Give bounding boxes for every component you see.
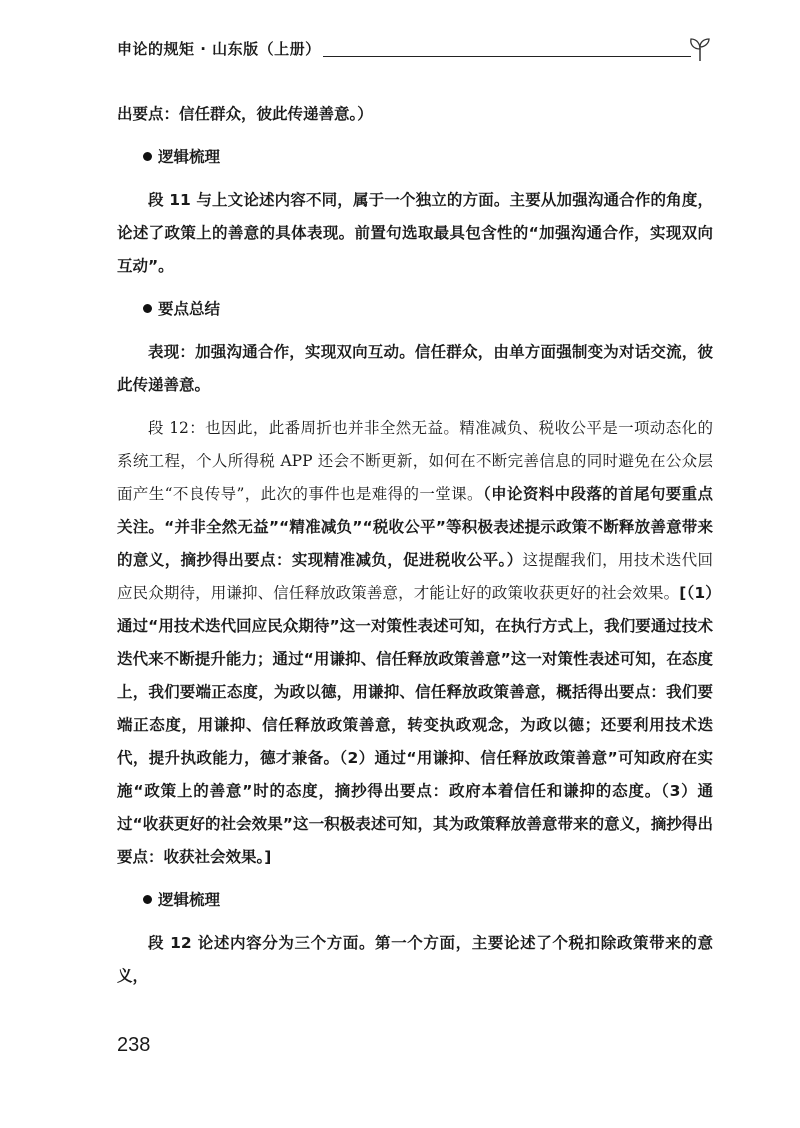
header-rule [323, 56, 691, 57]
bullet-icon [143, 895, 152, 904]
section-heading-logic-2 [117, 884, 713, 917]
heading-text: 逻辑梳理 [158, 891, 221, 909]
source-text: 这提醒我们，用技术迭代回应民众期待，用谦抑、信任释放政策善意，才能让好的政策收获更好的社会效果。 [117, 551, 713, 602]
paragraph-continued: 出要点：信任群众，彼此传递善意。） [117, 105, 373, 123]
paragraph-12 [117, 412, 713, 874]
section-heading-logic [117, 141, 713, 174]
annotation-note: [（1）通过“用技术迭代回应民众期待”这一对策性表述可知，在执行方式上，我们要通过技术迭代来不断提升能力；通过“用谦抑、信任释放政策善意”这一对策性表述可知，在态度上，我们要端正态度，为政以德，用谦抑、信任释放政策善意，概括得出要点：我们要端正态度，用谦抑、信任释放政策善意，转变执政观念，为政以德；还要利用技术迭代，提升执政能力，德才兼备。（2）通过“用谦抑、信任释放政策善意”可知政府在实施“政策上的善意”时的态度，摘抄得出要点：政府本着信任和谦抑的态度。（3）通过“收获更好的社会效果”这一积极表述可知，其为政策释放善意带来的意义，摘抄得出要点：收获社会效果。] [117, 584, 713, 866]
heading-text: 要点总结 [158, 300, 221, 318]
annotation-note: （申论资料中段落的首尾句要重点关注。“并非全然无益”“精准减负”“税收公平”等积极表述提示政策不断释放善意带来的意义，摘抄得出要点：实现精准减负，促进税收公平。） [117, 485, 713, 569]
running-header [117, 36, 713, 66]
paragraph-logic-12: 段 12 论述内容分为三个方面。第一个方面，主要论述了个税扣除政策带来的意义， [117, 934, 713, 985]
page-number: 238 [117, 1034, 151, 1056]
book-title: 申论的规矩 · 山东版（上册） [117, 40, 321, 58]
bullet-icon [143, 152, 152, 161]
heading-text: 逻辑梳理 [158, 148, 221, 166]
sprout-icon [687, 36, 713, 62]
paragraph-logic-11: 段 11 与上文论述内容不同，属于一个独立的方面。主要从加强沟通合作的角度，论述了政策上的善意的具体表现。前置句选取最具包含性的“加强沟通合作，实现双向互动”。 [117, 191, 713, 275]
source-text: 段 12：也因此，此番周折也并非全然无益。精准减负、税收公平是一项动态化的系统工程，个人所得税 APP 还会不断更新，如何在不断完善信息的同时避免在公众层面产生“不良传导”，此次的事件也是难得的一堂课。 [117, 419, 713, 503]
paragraph-summary: 表现：加强沟通合作，实现双向互动。信任群众，由单方面强制变为对话交流，彼此传递善意。 [117, 343, 713, 394]
bullet-icon [143, 304, 152, 313]
page-body [117, 98, 713, 1003]
section-heading-summary [117, 293, 713, 326]
